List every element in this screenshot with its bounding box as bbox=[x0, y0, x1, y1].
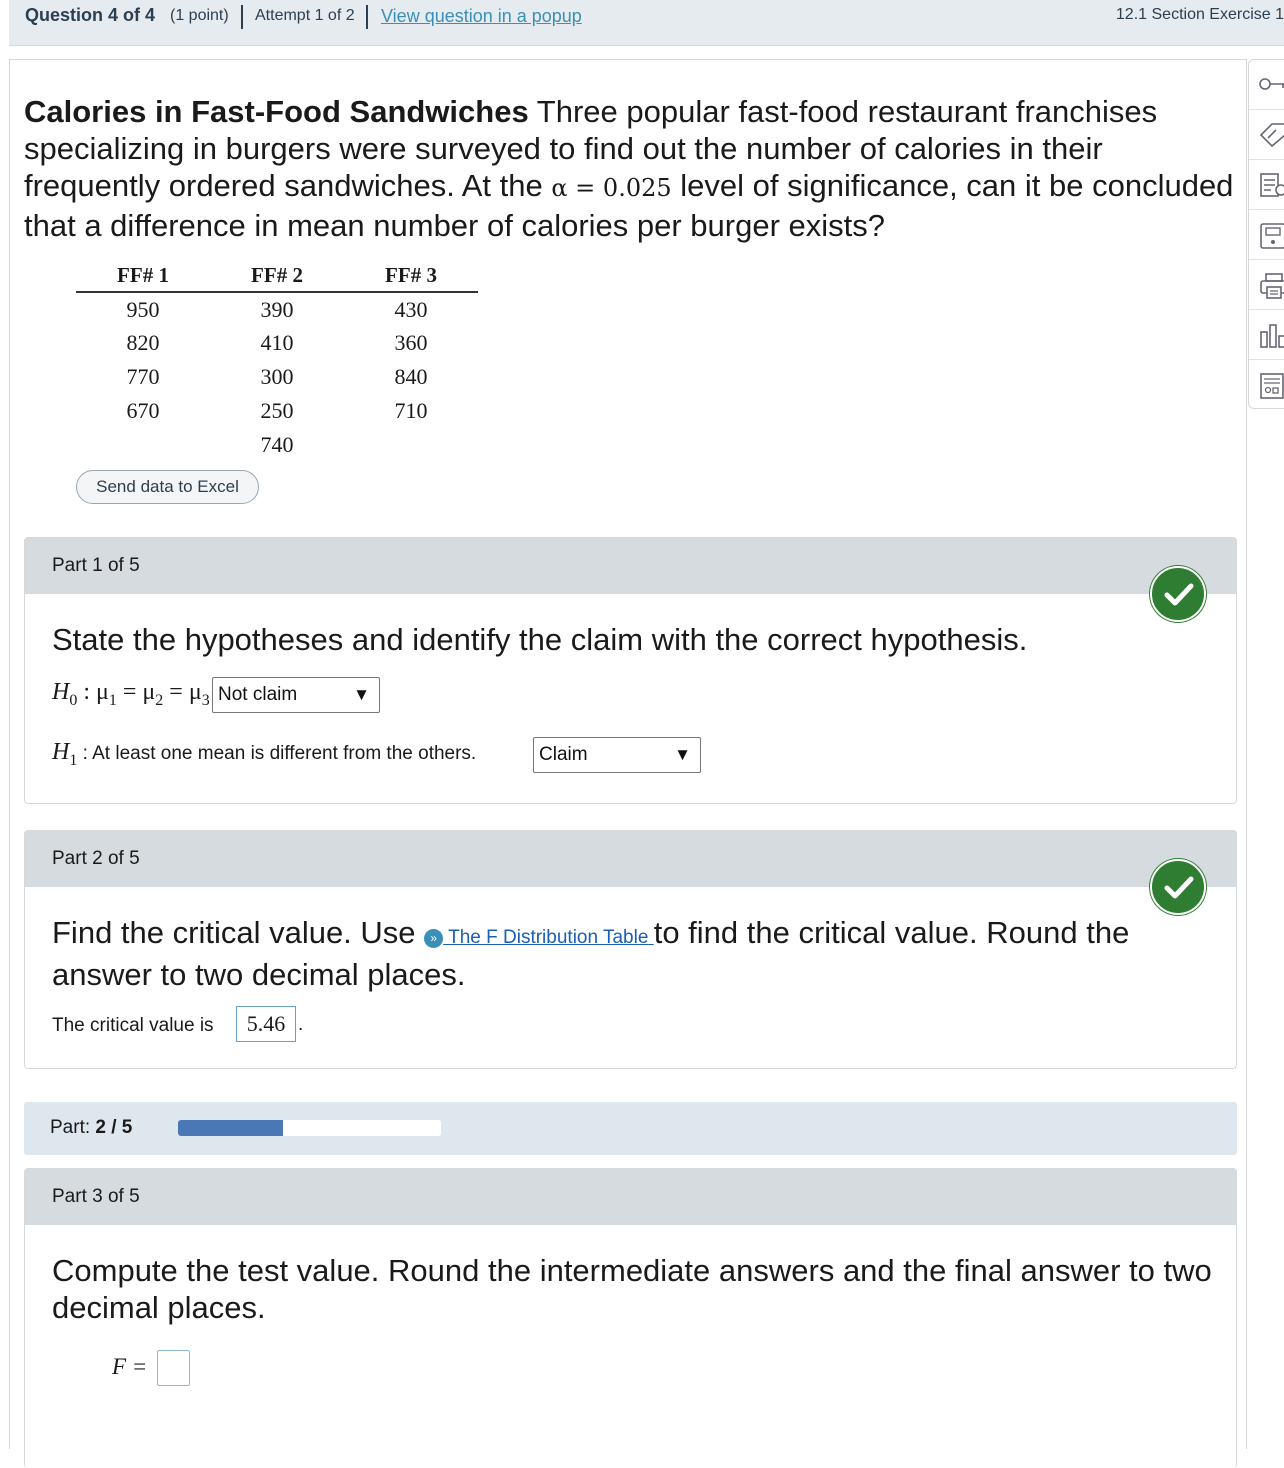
table-cell: 710 bbox=[394, 398, 428, 423]
table-cell: 430 bbox=[394, 296, 428, 322]
question-header bbox=[9, 0, 1284, 46]
progress-value: 2 / 5 bbox=[95, 1117, 133, 1138]
table-cell: 410 bbox=[260, 330, 294, 355]
null-hypothesis: $H_0$ : $\mu_1 = \mu_2 = \mu_3$ bbox=[52, 679, 210, 709]
h1-text: : At least one mean is different from the others. bbox=[82, 743, 477, 764]
table-cell: 670 bbox=[126, 398, 160, 423]
problem-text-end: level of significance, can it be concluded that a difference in mean number of calories per burger exists? bbox=[24, 168, 1234, 243]
dropdown-arrow-icon: ▼ bbox=[353, 685, 370, 704]
progress-label bbox=[50, 1117, 132, 1139]
f-label: F = bbox=[112, 1354, 148, 1379]
progress-fill bbox=[178, 1120, 283, 1136]
header-divider bbox=[241, 5, 243, 29]
critical-value-period: . bbox=[298, 1014, 304, 1035]
chart-icon[interactable] bbox=[1249, 310, 1284, 360]
h0-claim-select[interactable] bbox=[212, 677, 380, 713]
f-table-link[interactable] bbox=[424, 927, 654, 948]
column-header: FF# 1 bbox=[76, 260, 210, 292]
print-icon[interactable] bbox=[1249, 260, 1284, 310]
alternative-hypothesis: $H_1$ : At least one mean is different from the others. bbox=[52, 739, 477, 769]
calculator-icon[interactable] bbox=[1249, 210, 1284, 260]
table-cell bbox=[344, 428, 478, 462]
part-3-question: Compute the test value. Round the intermediate answers and the final answer to two decimal places. bbox=[52, 1253, 1212, 1325]
table-cell: 950 bbox=[126, 296, 160, 322]
question-points: (1 point) bbox=[170, 7, 229, 24]
table-cell: 770 bbox=[126, 364, 160, 389]
table-cell: 840 bbox=[394, 364, 428, 389]
header-divider bbox=[366, 5, 368, 29]
question-panel bbox=[9, 59, 1247, 1449]
h1-claim-select[interactable] bbox=[533, 737, 701, 773]
question-number: Question 4 of 4 bbox=[25, 5, 156, 25]
dropdown-arrow-icon: ▼ bbox=[674, 745, 691, 764]
alpha-value: α = 0.025 bbox=[551, 174, 672, 202]
attempt-counter: Attempt 1 of 2 bbox=[255, 7, 355, 24]
column-header: FF# 2 bbox=[210, 260, 344, 292]
progress-track bbox=[178, 1120, 441, 1136]
h1-claim-value: Claim bbox=[539, 744, 588, 765]
correct-check-icon bbox=[1150, 566, 1206, 622]
table-cell: 300 bbox=[260, 364, 294, 389]
table-row bbox=[76, 394, 478, 428]
part-1-header: Part 1 of 5 bbox=[25, 538, 1236, 594]
part-progress bbox=[24, 1102, 1237, 1155]
view-popup-link[interactable]: View question in a popup bbox=[381, 6, 582, 26]
table-row bbox=[76, 292, 478, 326]
table-cell: 820 bbox=[126, 330, 160, 355]
h0-claim-value: Not claim bbox=[218, 684, 298, 705]
table-row bbox=[76, 360, 478, 394]
key-icon[interactable] bbox=[1249, 60, 1284, 110]
column-header: FF# 3 bbox=[344, 260, 478, 292]
table-cell bbox=[76, 428, 210, 462]
table-cell: 740 bbox=[260, 432, 294, 457]
data-table bbox=[76, 260, 478, 462]
problem-text: Three popular fast-food restaurant franchises specializing in burgers were surveyed to find out the number of calories in their frequently ordered sandwiches. At the bbox=[24, 94, 1158, 203]
section-title: 12.1 Section Exercise 1 bbox=[1115, 6, 1284, 23]
part-2-question bbox=[52, 914, 1222, 993]
correct-check-icon bbox=[1150, 859, 1206, 915]
part-1-card bbox=[24, 537, 1237, 804]
notes-icon[interactable] bbox=[1249, 160, 1284, 210]
critical-value-label: The critical value is bbox=[52, 1015, 214, 1036]
send-to-excel-button[interactable]: Send data to Excel bbox=[76, 470, 259, 504]
progress-label-text: Part: bbox=[50, 1117, 91, 1138]
expand-icon: » bbox=[424, 929, 443, 948]
part-3-card bbox=[24, 1168, 1237, 1468]
table-cell: 390 bbox=[260, 296, 294, 322]
formula-icon[interactable] bbox=[1249, 360, 1284, 410]
problem-statement bbox=[24, 93, 1239, 244]
table-row bbox=[76, 428, 478, 462]
part-2-header: Part 2 of 5 bbox=[25, 831, 1236, 887]
tool-rail bbox=[1248, 59, 1284, 409]
part-2-question-end: to find the critical value. Round the answer to two decimal places. bbox=[52, 915, 1130, 992]
critical-value-input[interactable]: 5.46 bbox=[236, 1006, 296, 1042]
f-table-link-text: The F Distribution Table bbox=[448, 927, 649, 948]
table-cell: 360 bbox=[394, 330, 428, 355]
table-row bbox=[76, 326, 478, 360]
problem-title: Calories in Fast-Food Sandwiches bbox=[24, 94, 529, 129]
part-2-question-start: Find the critical value. Use bbox=[52, 915, 416, 950]
part-3-header: Part 3 of 5 bbox=[25, 1169, 1236, 1225]
part-1-question: State the hypotheses and identify the claim with the correct hypothesis. bbox=[52, 622, 1028, 657]
tag-icon[interactable] bbox=[1249, 110, 1284, 160]
f-value-input[interactable] bbox=[157, 1350, 190, 1386]
table-cell: 250 bbox=[260, 398, 294, 423]
part-2-card bbox=[24, 830, 1237, 1069]
